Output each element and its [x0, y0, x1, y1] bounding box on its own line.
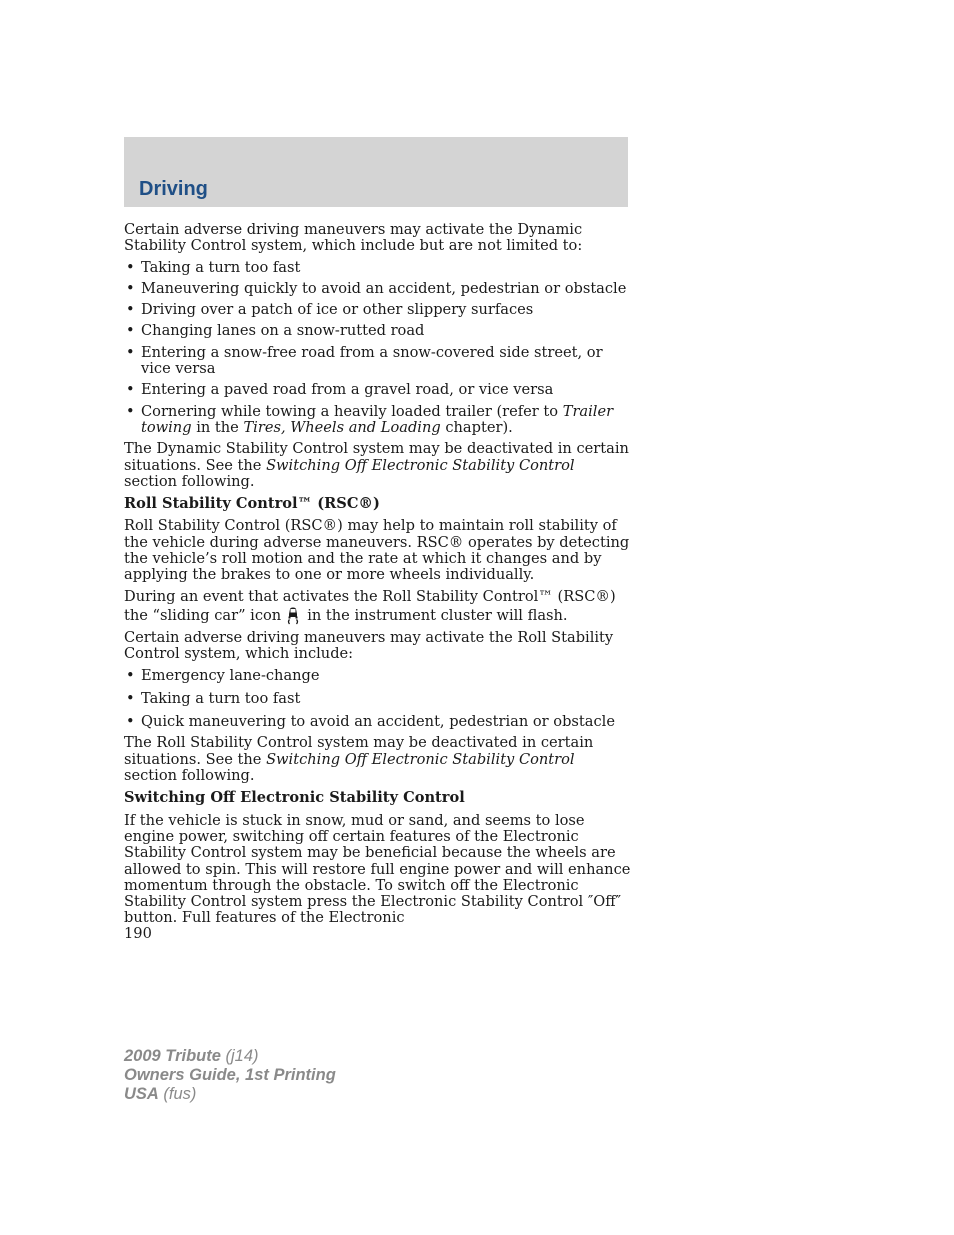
bullet-icon: •: [126, 381, 135, 399]
trailer-towing-reference: Trailer towing: [141, 402, 614, 436]
list-item: • Cornering while towing a heavily loaded trailer (refer to Trailer towing in the Tires, Wheels and Loading chapter).: [126, 402, 614, 436]
switching-off-reference: Switching Off Electronic Stability Control: [266, 456, 575, 474]
rsc-heading: Roll Stability Control™ (RSC®): [124, 495, 380, 513]
dsc-intro-paragraph: Certain adverse driving maneuvers may activate the Dynamic Stability Control system, which include but are not limited to:: [124, 221, 583, 255]
rsc-description-paragraph: Roll Stability Control (RSC®) may help to maintain roll stability of the vehicle during adverse maneuvers. RSC® operates by detecting the vehicle’s roll motion and the rate at which it changes and by applying the brakes to one or more wheels individually.: [124, 517, 630, 584]
switch-off-paragraph: If the vehicle is stuck in snow, mud or sand, and seems to lose engine power, switching off certain features of the Electronic Stability Control system may be beneficial because the wheels are allowed to spin. This will restore full engine power and will enhance momentum through the obstacle. To switch off the Electronic Stability Control system press the Electronic Stability Control ″Off″ button. Full features of the Electronic: [124, 811, 631, 927]
bullet-icon: •: [126, 713, 135, 731]
rsc-maneuver-list: [124, 668, 632, 731]
rsc-deactivate-paragraph: The Roll Stability Control system may be deactivated in certain situations. See the Switching Off Electronic Stability Control section following.: [124, 734, 594, 785]
list-item: • Driving over a patch of ice or other slippery surfaces: [126, 301, 534, 319]
page-number: 190: [124, 925, 152, 942]
list-item: • Changing lanes on a snow-rutted road: [126, 322, 425, 340]
page-content: [124, 222, 632, 932]
section-header-band: [124, 137, 628, 207]
list-item: • Maneuvering quickly to avoid an accident, pedestrian or obstacle: [126, 279, 627, 297]
list-item: • Emergency lane-change: [126, 666, 320, 684]
bullet-icon: •: [126, 279, 135, 297]
dsc-maneuver-list: [124, 260, 632, 437]
switch-off-heading: Switching Off Electronic Stability Control: [124, 789, 465, 807]
footer-line-guide: Owners Guide, 1st Printing: [124, 1066, 336, 1084]
bullet-icon: •: [126, 343, 135, 361]
document-footer: [124, 1047, 336, 1104]
bullet-icon: •: [126, 301, 135, 319]
list-item: • Quick maneuvering to avoid an accident, pedestrian or obstacle: [126, 713, 615, 731]
list-item: • Taking a turn too fast: [126, 689, 301, 707]
switching-off-reference: Switching Off Electronic Stability Control: [266, 750, 575, 768]
list-item: • Taking a turn too fast: [126, 258, 301, 276]
rsc-maneuvers-paragraph: Certain adverse driving maneuvers may activate the Roll Stability Control system, which include:: [124, 628, 614, 663]
section-title: Driving: [139, 178, 208, 200]
footer-line-market: USA (fus): [124, 1085, 197, 1103]
bullet-icon: •: [126, 402, 135, 420]
rsc-event-paragraph: During an event that activates the Roll Stability Control™ (RSC®) the “sliding car” icon in the instrument cluster will flash.: [124, 587, 616, 624]
bullet-icon: •: [126, 689, 135, 707]
list-item: • Entering a paved road from a gravel road, or vice versa: [126, 381, 554, 399]
bullet-icon: •: [126, 258, 135, 276]
list-item: • Entering a snow-free road from a snow-covered side street, or vice versa: [126, 343, 603, 378]
dsc-deactivate-paragraph: The Dynamic Stability Control system may be deactivated in certain situations. See the Switching Off Electronic Stability Control section following.: [124, 440, 629, 490]
footer-line-model: 2009 Tribute (j14): [124, 1047, 259, 1065]
bullet-icon: •: [126, 666, 135, 684]
sliding-car-icon: [285, 605, 301, 625]
bullet-icon: •: [126, 322, 135, 340]
tires-chapter-reference: Tires, Wheels and Loading: [243, 418, 441, 436]
